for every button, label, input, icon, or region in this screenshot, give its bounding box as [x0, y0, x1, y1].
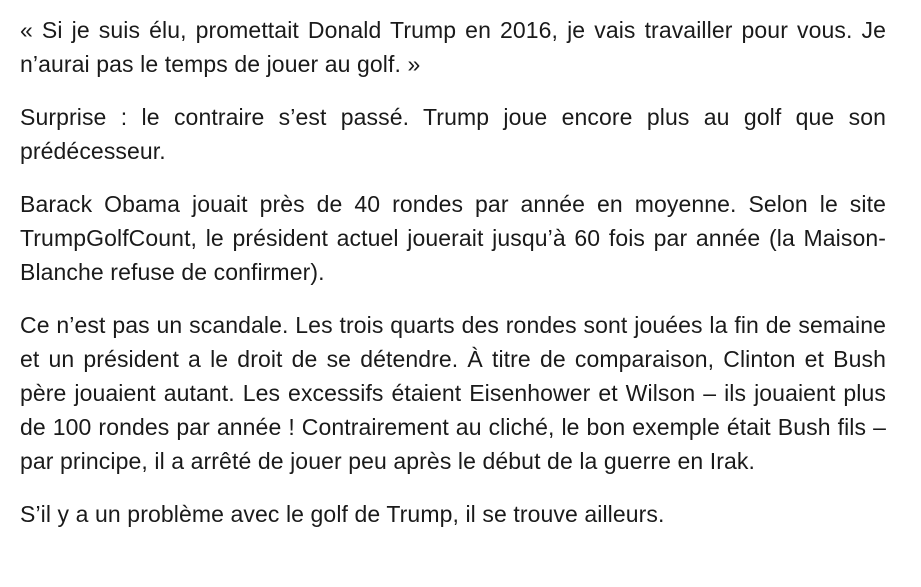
paragraph-surprise: Surprise : le contraire s’est passé. Trump joue encore plus au golf que son prédécesseur. [20, 104, 886, 164]
paragraph-scandale: Ce n’est pas un scandale. Les trois quarts des rondes sont jouées la fin de semaine et un président a le droit de se détendre. À titre de comparaison, Clinton et Bush père jouaient autant. Les excessifs étaient Eisenhower et Wilson – ils jouaient plus de 100 rondes par année ! Contrairement au cliché, le bon exemple était Bush fils – par principe, il a arrêté de jouer peu après le début de la guerre en Irak. [20, 312, 886, 474]
paragraph-quote: « Si je suis élu, promettait Donald Trump en 2016, je vais travailler pour vous. Je n’aurai pas le temps de jouer au golf. » [20, 17, 886, 77]
paragraph-probleme: S’il y a un problème avec le golf de Trump, il se trouve ailleurs. [20, 501, 665, 527]
paragraph-obama: Barack Obama jouait près de 40 rondes par année en moyenne. Selon le site TrumpGolfCount, le président actuel jouerait jusqu’à 60 fois par année (la Maison-Blanche refuse de confirmer). [20, 191, 886, 285]
